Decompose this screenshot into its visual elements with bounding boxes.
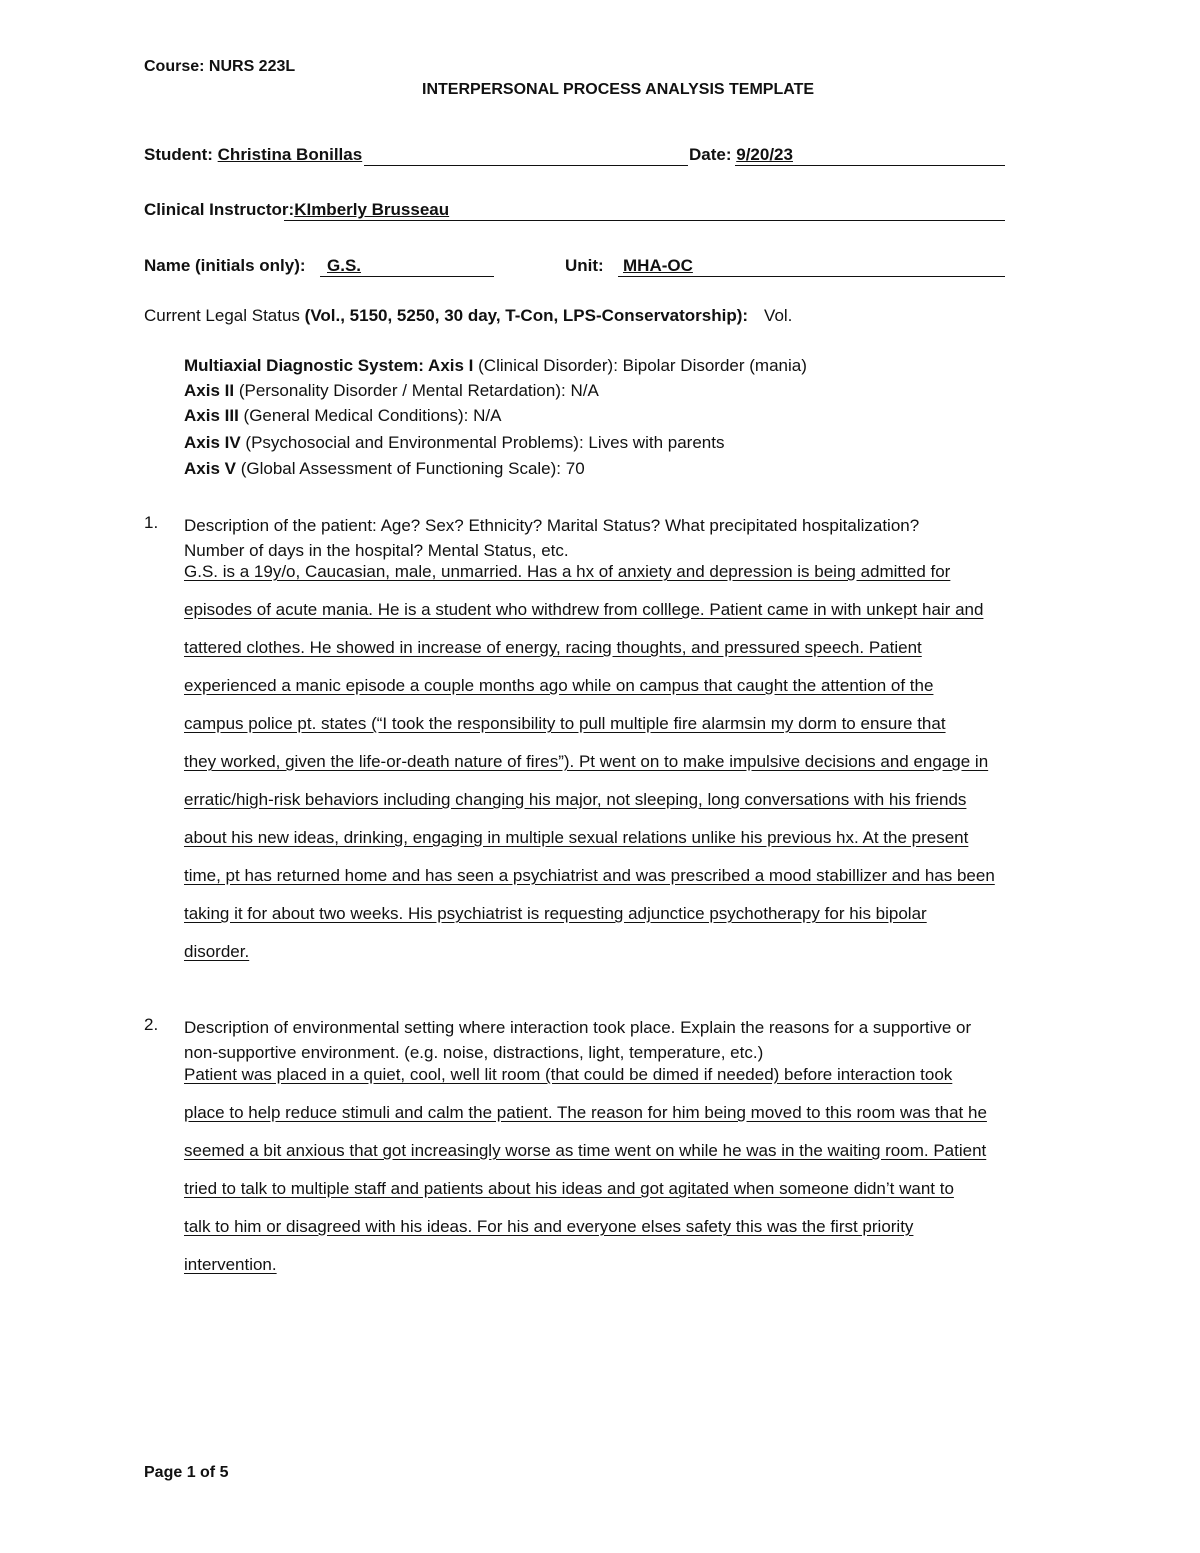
question-1-prompt-line-2: Number of days in the hospital? Mental Status, etc. xyxy=(184,541,569,560)
answer-line: seemed a bit anxious that got increasingly worse as time went on while he was in the waiting room. Patient xyxy=(184,1141,987,1160)
date-field xyxy=(689,145,793,165)
unit-label: Unit: xyxy=(565,256,604,275)
legal-value: Vol. xyxy=(764,306,793,325)
axis-3-label: Axis III xyxy=(184,406,244,425)
axis-5-value: (Global Assessment of Functioning Scale): 70 xyxy=(240,459,585,478)
name-label: Name (initials only): xyxy=(144,256,306,275)
answer-line: they worked, given the life-or-death nature of fires”). Pt went on to make impulsive decisions and engage in xyxy=(184,752,989,771)
name-underline xyxy=(320,276,494,277)
answer-line: time, pt has returned home and has seen a psychiatrist and was prescribed a mood stabillizer and has been xyxy=(184,866,995,885)
instructor-value: KImberly Brusseau xyxy=(294,200,450,219)
unit-underline xyxy=(618,276,1005,277)
student-label: Student: xyxy=(144,145,218,164)
question-1-prompt-line-1: Description of the patient: Age? Sex? Ethnicity? Marital Status? What precipitated hospitalization? xyxy=(184,516,920,535)
date-value: 9/20/23 xyxy=(736,145,793,164)
page-number: Page 1 of 5 xyxy=(144,1464,229,1481)
axis-3-value: (General Medical Conditions): N/A xyxy=(243,406,502,425)
student-value: Christina Bonillas xyxy=(217,145,363,164)
question-2-prompt xyxy=(184,1015,1084,1065)
legal-status xyxy=(144,306,792,326)
answer-line: taking it for about two weeks. His psychiatrist is requesting adjunctice psychotherapy for his bipolar xyxy=(184,904,927,923)
answer-line: place to help reduce stimuli and calm the patient. The reason for him being moved to this room was that he xyxy=(184,1103,987,1122)
axis-2-value: (Personality Disorder / Mental Retardation): N/A xyxy=(238,381,599,400)
axis-1-label: Multiaxial Diagnostic System: Axis I xyxy=(184,356,479,375)
answer-line: talk to him or disagreed with his ideas. For his and everyone elses safety this was the first priority xyxy=(184,1217,914,1236)
instructor-field xyxy=(144,200,449,220)
axis-1-value: (Clinical Disorder): Bipolar Disorder (mania) xyxy=(478,356,807,375)
instructor-underline xyxy=(284,220,1005,221)
legal-label: Current Legal Status xyxy=(144,306,305,325)
question-2-prompt-line-2: non-supportive environment. (e.g. noise, distractions, light, temperature, etc.) xyxy=(184,1043,764,1062)
question-1-prompt xyxy=(184,513,1084,563)
date-underline xyxy=(735,165,1005,166)
axis-4-label: Axis IV xyxy=(184,433,246,452)
instructor-label: Clinical Instructor: xyxy=(144,200,295,219)
axis-4 xyxy=(184,433,724,453)
answer-line: episodes of acute mania. He is a student who withdrew from colllege. Patient came in with unkept hair and xyxy=(184,600,984,619)
date-label: Date: xyxy=(689,145,737,164)
question-2-prompt-line-1: Description of environmental setting where interaction took place. Explain the reasons for a supportive or xyxy=(184,1018,972,1037)
axis-5 xyxy=(184,459,585,479)
student-field xyxy=(144,145,362,165)
name-value: G.S. xyxy=(327,256,362,275)
answer-line: campus police pt. states (“I took the responsibility to pull multiple fire alarmsin my dorm to ensure that xyxy=(184,714,946,733)
axis-2 xyxy=(184,381,599,401)
answer-line: erratic/high-risk behaviors including changing his major, not sleeping, long conversations with his friends xyxy=(184,790,967,809)
unit-value: MHA-OC xyxy=(623,256,693,275)
answer-line: disorder. xyxy=(184,942,250,961)
axis-2-label: Axis II xyxy=(184,381,239,400)
question-2-number: 2. xyxy=(144,1015,159,1034)
legal-options: (Vol., 5150, 5250, 30 day, T-Con, LPS-Conservatorship): xyxy=(304,306,749,325)
question-1-number: 1. xyxy=(144,513,159,532)
answer-line: experienced a manic episode a couple months ago while on campus that caught the attention of the xyxy=(184,676,934,695)
answer-line: tattered clothes. He showed in increase of energy, racing thoughts, and pressured speech. Patient xyxy=(184,638,922,657)
answer-line: G.S. is a 19y/o, Caucasian, male, unmarried. Has a hx of anxiety and depression is being admitted for xyxy=(184,562,951,581)
student-underline xyxy=(364,165,688,166)
axis-3 xyxy=(184,406,501,426)
answer-line: about his new ideas, drinking, engaging in multiple sexual relations unlike his previous hx. At the present xyxy=(184,828,969,847)
answer-line: Patient was placed in a quiet, cool, well lit room (that could be dimed if needed) before interaction took xyxy=(184,1065,953,1084)
axis-5-label: Axis V xyxy=(184,459,241,478)
axis-4-value: (Psychosocial and Environmental Problems): Lives with parents xyxy=(245,433,725,452)
document-title: INTERPERSONAL PROCESS ANALYSIS TEMPLATE xyxy=(422,81,815,98)
axis-1 xyxy=(184,356,807,376)
answer-line: tried to talk to multiple staff and patients about his ideas and got agitated when someone didn’t want to xyxy=(184,1179,954,1198)
answer-line: intervention. xyxy=(184,1255,277,1274)
course-label: Course: NURS 223L xyxy=(144,58,296,75)
